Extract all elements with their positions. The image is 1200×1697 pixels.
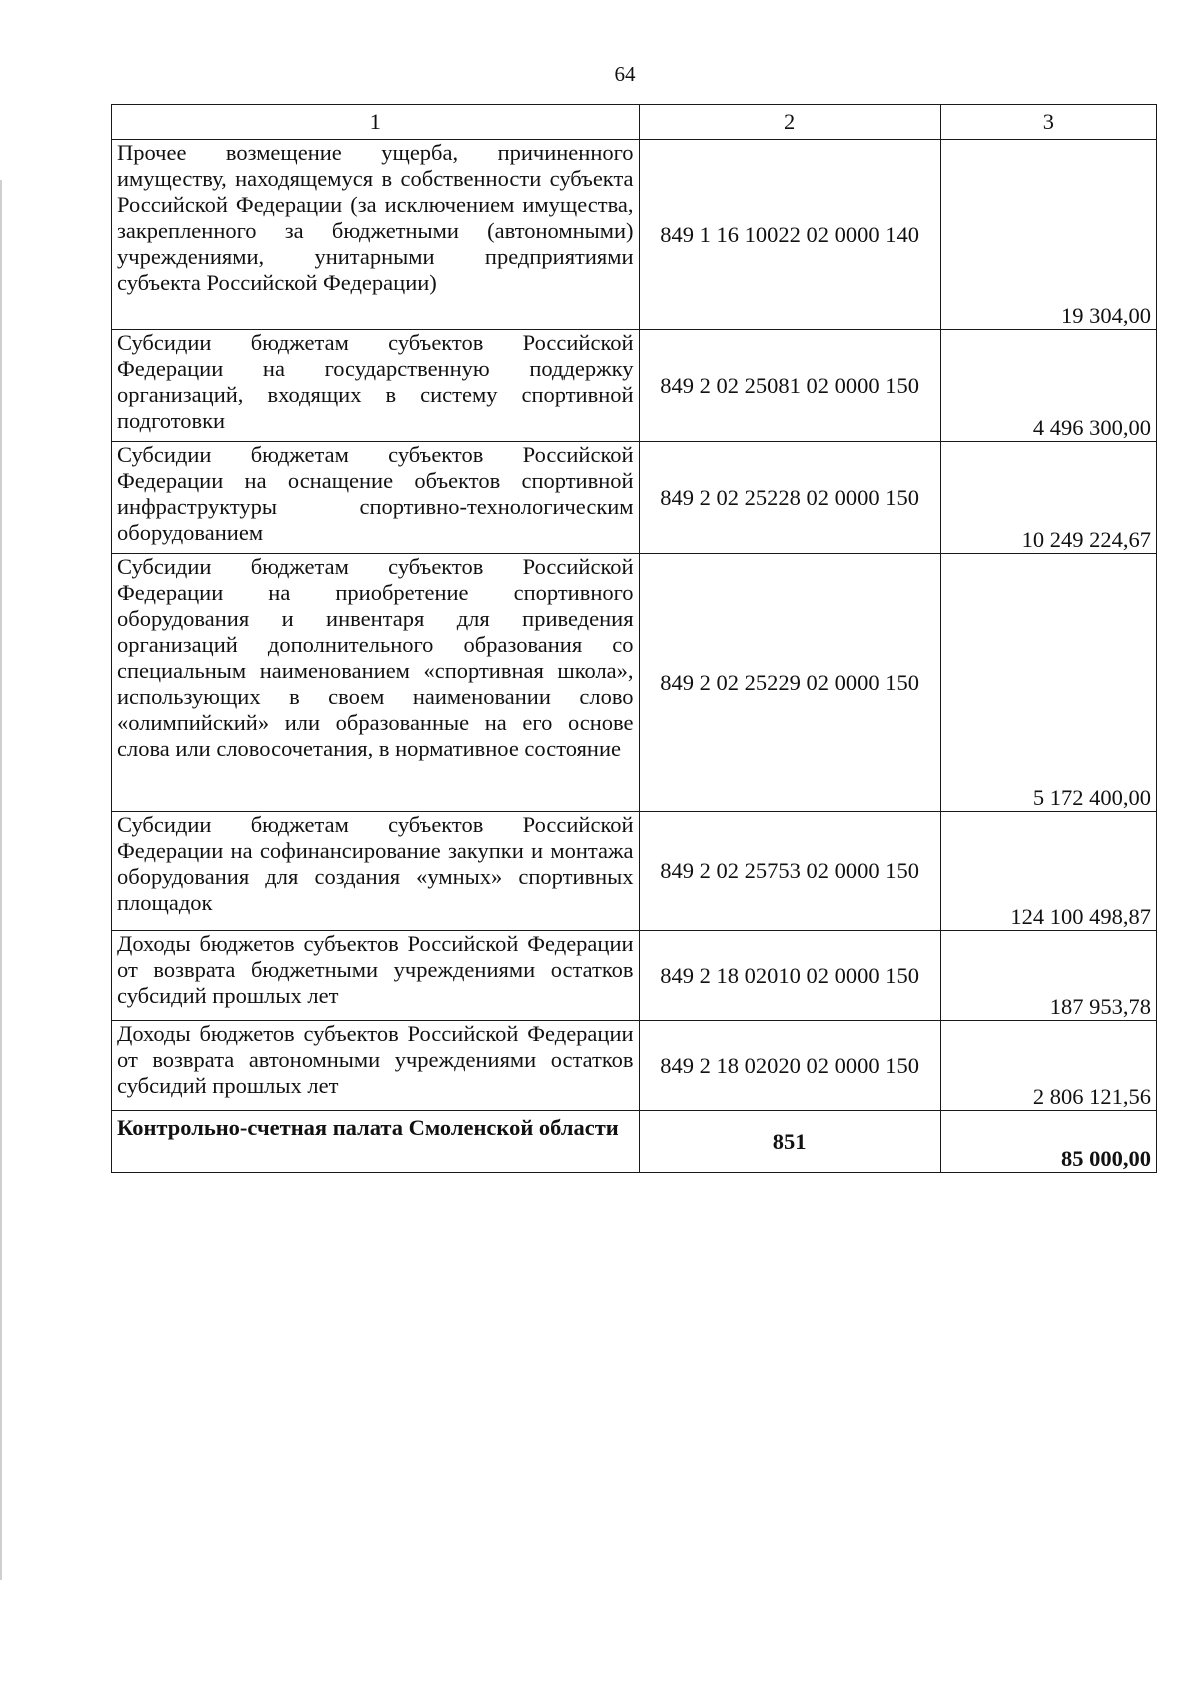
row-name: Доходы бюджетов субъектов Российской Федерации от возврата автономными учреждениями остатков субсидий прошлых лет xyxy=(112,1021,640,1111)
row-amount: 5 172 400,00 xyxy=(940,554,1156,812)
row-amount: 10 249 224,67 xyxy=(940,442,1156,554)
row-code: 849 1 16 10022 02 0000 140 xyxy=(639,140,940,330)
scan-edge xyxy=(0,180,2,1580)
table-row xyxy=(112,1021,1157,1111)
row-code: 849 2 02 25753 02 0000 150 xyxy=(639,812,940,931)
row-code: 849 2 02 25229 02 0000 150 xyxy=(639,554,940,812)
row-name: Субсидии бюджетам субъектов Российской Федерации на софинансирование закупки и монтажа оборудования для создания «умных» спортивных площадок xyxy=(112,812,640,931)
column-header-2: 2 xyxy=(639,105,940,140)
table-header-row xyxy=(112,105,1157,140)
page-number: 64 xyxy=(614,62,636,86)
row-code: 849 2 02 25081 02 0000 150 xyxy=(639,330,940,442)
table-row xyxy=(112,554,1157,812)
row-amount: 187 953,78 xyxy=(940,931,1156,1021)
table-row xyxy=(112,931,1157,1021)
row-name: Доходы бюджетов субъектов Российской Федерации от возврата бюджетными учреждениями остатков субсидий прошлых лет xyxy=(112,931,640,1021)
total-row xyxy=(112,1111,1157,1173)
row-code: 849 2 18 02020 02 0000 150 xyxy=(639,1021,940,1111)
column-header-3: 3 xyxy=(940,105,1156,140)
total-name: Контрольно-счетная палата Смоленской области xyxy=(112,1111,640,1173)
column-header-1: 1 xyxy=(112,105,640,140)
revenue-table xyxy=(111,104,1157,1173)
row-amount: 19 304,00 xyxy=(940,140,1156,330)
row-amount: 2 806 121,56 xyxy=(940,1021,1156,1111)
row-code: 849 2 02 25228 02 0000 150 xyxy=(639,442,940,554)
table-row xyxy=(112,330,1157,442)
row-amount: 4 496 300,00 xyxy=(940,330,1156,442)
row-code: 849 2 18 02010 02 0000 150 xyxy=(639,931,940,1021)
table-row xyxy=(112,442,1157,554)
table-row xyxy=(112,140,1157,330)
table-row xyxy=(112,812,1157,931)
total-amount: 85 000,00 xyxy=(940,1111,1156,1173)
row-amount: 124 100 498,87 xyxy=(940,812,1156,931)
row-name: Субсидии бюджетам субъектов Российской Федерации на оснащение объектов спортивной инфраструктуры спортивно-технологическим оборудованием xyxy=(112,442,640,554)
row-name: Субсидии бюджетам субъектов Российской Федерации на государственную поддержку организаций, входящих в систему спортивной подготовки xyxy=(112,330,640,442)
row-name: Субсидии бюджетам субъектов Российской Федерации на приобретение спортивного оборудования и инвентаря для приведения организаций дополнительного образования со специальным наименованием «спортивная школа», использующих в своем наименовании слово «олимпийский» или образованные на его основе слова или словосочетания, в нормативное состояние xyxy=(112,554,640,812)
total-code: 851 xyxy=(639,1111,940,1173)
row-name: Прочее возмещение ущерба, причиненного имуществу, находящемуся в собственности субъекта Российской Федерации (за исключением имущества, закрепленного за бюджетными (автономными) учреждениями, унитарными предприятиями субъекта Российской Федерации) xyxy=(112,140,640,330)
